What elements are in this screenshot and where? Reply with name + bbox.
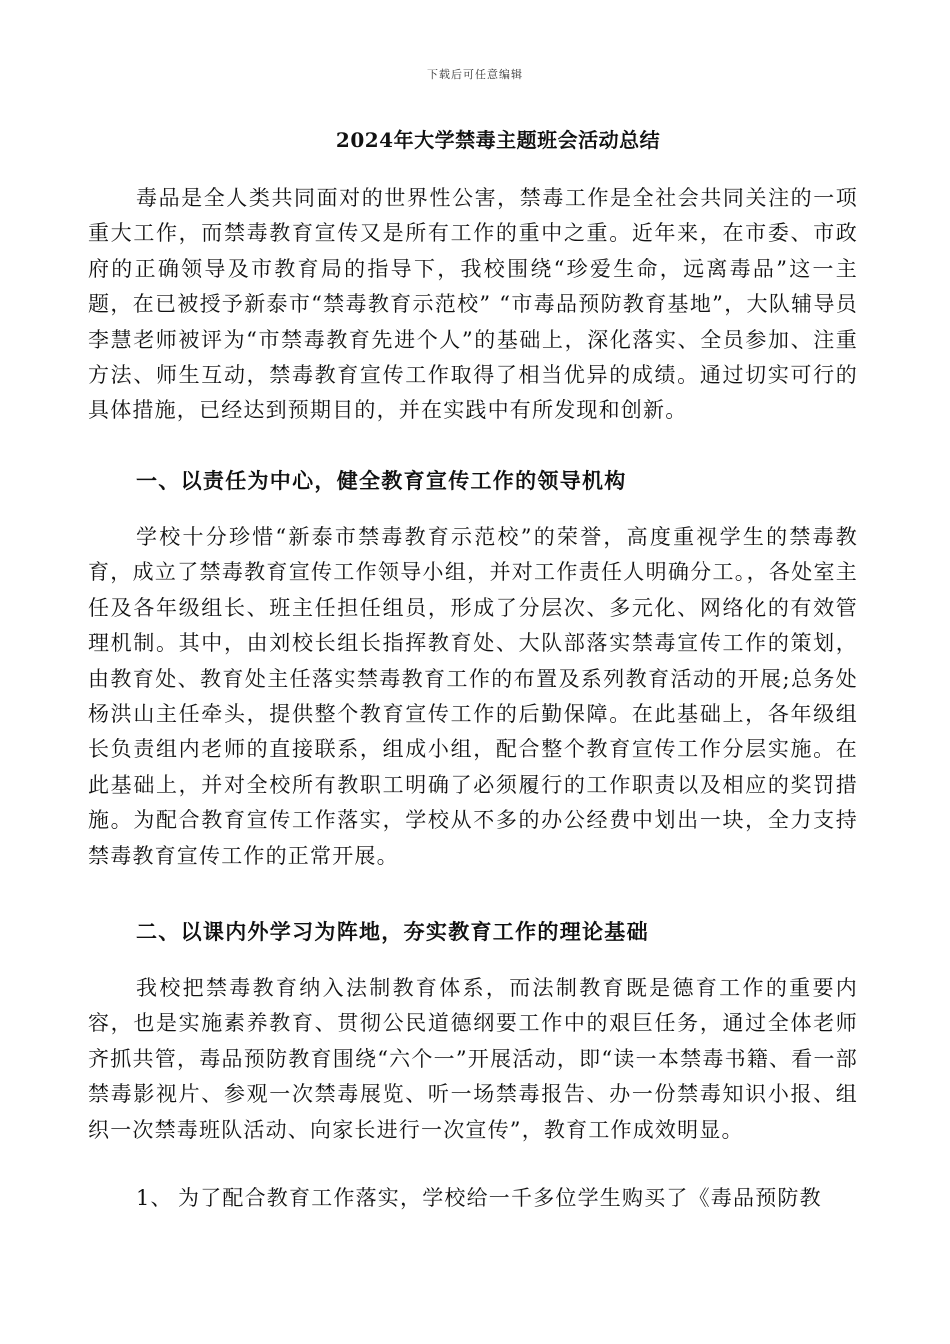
intro-block bbox=[88, 181, 858, 429]
list-item bbox=[88, 1181, 858, 1216]
header-note: 下载后可任意编辑 bbox=[427, 68, 523, 81]
section-2-heading: 二、以课内外学习为阵地，夯实教育工作的理论基础 bbox=[136, 919, 649, 944]
section-1-paragraph: 学校十分珍惜“新泰市禁毒教育示范校”的荣誉，高度重视学生的禁毒教育，成立了禁毒教育宣传工作领导小组，并对工作责任人明确分工。，各处室主任及各年级组长、班主任担任组员，形成了分层次、多元化、网络化的有效管理机制。其中，由刘校长组长指挥教育处、大队部落实禁毒宣传工作的策划，由教育处、教育处主任落实禁毒教育工作的布置及系列教育活动的开展;总务处杨洪山主任牵头，提供整个教育宣传工作的后勤保障。在此基础上，各年级组长负责组内老师的直接联系，组成小组，配合整个教育宣传工作分层实施。在此基础上，并对全校所有教职工明确了必须履行的工作职责以及相应的奖罚措施。为配合教育宣传工作落实，学校从不多的办公经费中划出一块，全力支持禁毒教育宣传工作的正常开展。 bbox=[88, 525, 858, 868]
intro-paragraph: 毒品是全人类共同面对的世界性公害，禁毒工作是全社会共同关注的一项重大工作，而禁毒教育宣传又是所有工作的重中之重。近年来，在市委、市政府的正确领导及市教育局的指导下，我校围绕“珍爱生命，远离毒品”这一主题，在已被授予新泰市“禁毒教育示范校” “市毒品预防教育基地”，大队辅导员李慧老师被评为“市禁毒教育先进个人”的基础上，深化落实、全员参加、注重方法、师生互动，禁毒教育宣传工作取得了相当优异的成绩。通过切实可行的具体措施，已经达到预期目的，并在实践中有所发现和创新。 bbox=[88, 186, 858, 423]
list-item-number: 1、 bbox=[136, 1186, 173, 1210]
section-2-list bbox=[88, 1181, 858, 1216]
list-item-text: 为了配合教育工作落实，学校给一千多位学生购买了《毒品预防教 bbox=[178, 1186, 822, 1210]
section-2-paragraph: 我校把禁毒教育纳入法制教育体系，而法制教育既是德育工作的重要内容，也是实施素养教育、贯彻公民道德纲要工作中的艰巨任务，通过全体老师齐抓共管，毒品预防教育围绕“六个一”开展活动，即“读一本禁毒书籍、看一部禁毒影视片、参观一次禁毒展览、听一场禁毒报告、办一份禁毒知识小报、组织一次禁毒班队活动、向家长进行一次宣传”，教育工作成效明显。 bbox=[88, 976, 858, 1142]
document-title: 2024年大学禁毒主题班会活动总结 bbox=[335, 128, 661, 152]
section-2-heading-block bbox=[88, 917, 858, 947]
section-1-heading-block bbox=[88, 466, 858, 496]
section-1-body-block bbox=[88, 520, 858, 874]
section-1-heading: 一、以责任为中心，健全教育宣传工作的领导机构 bbox=[136, 468, 627, 493]
section-2-body-block bbox=[88, 971, 858, 1148]
